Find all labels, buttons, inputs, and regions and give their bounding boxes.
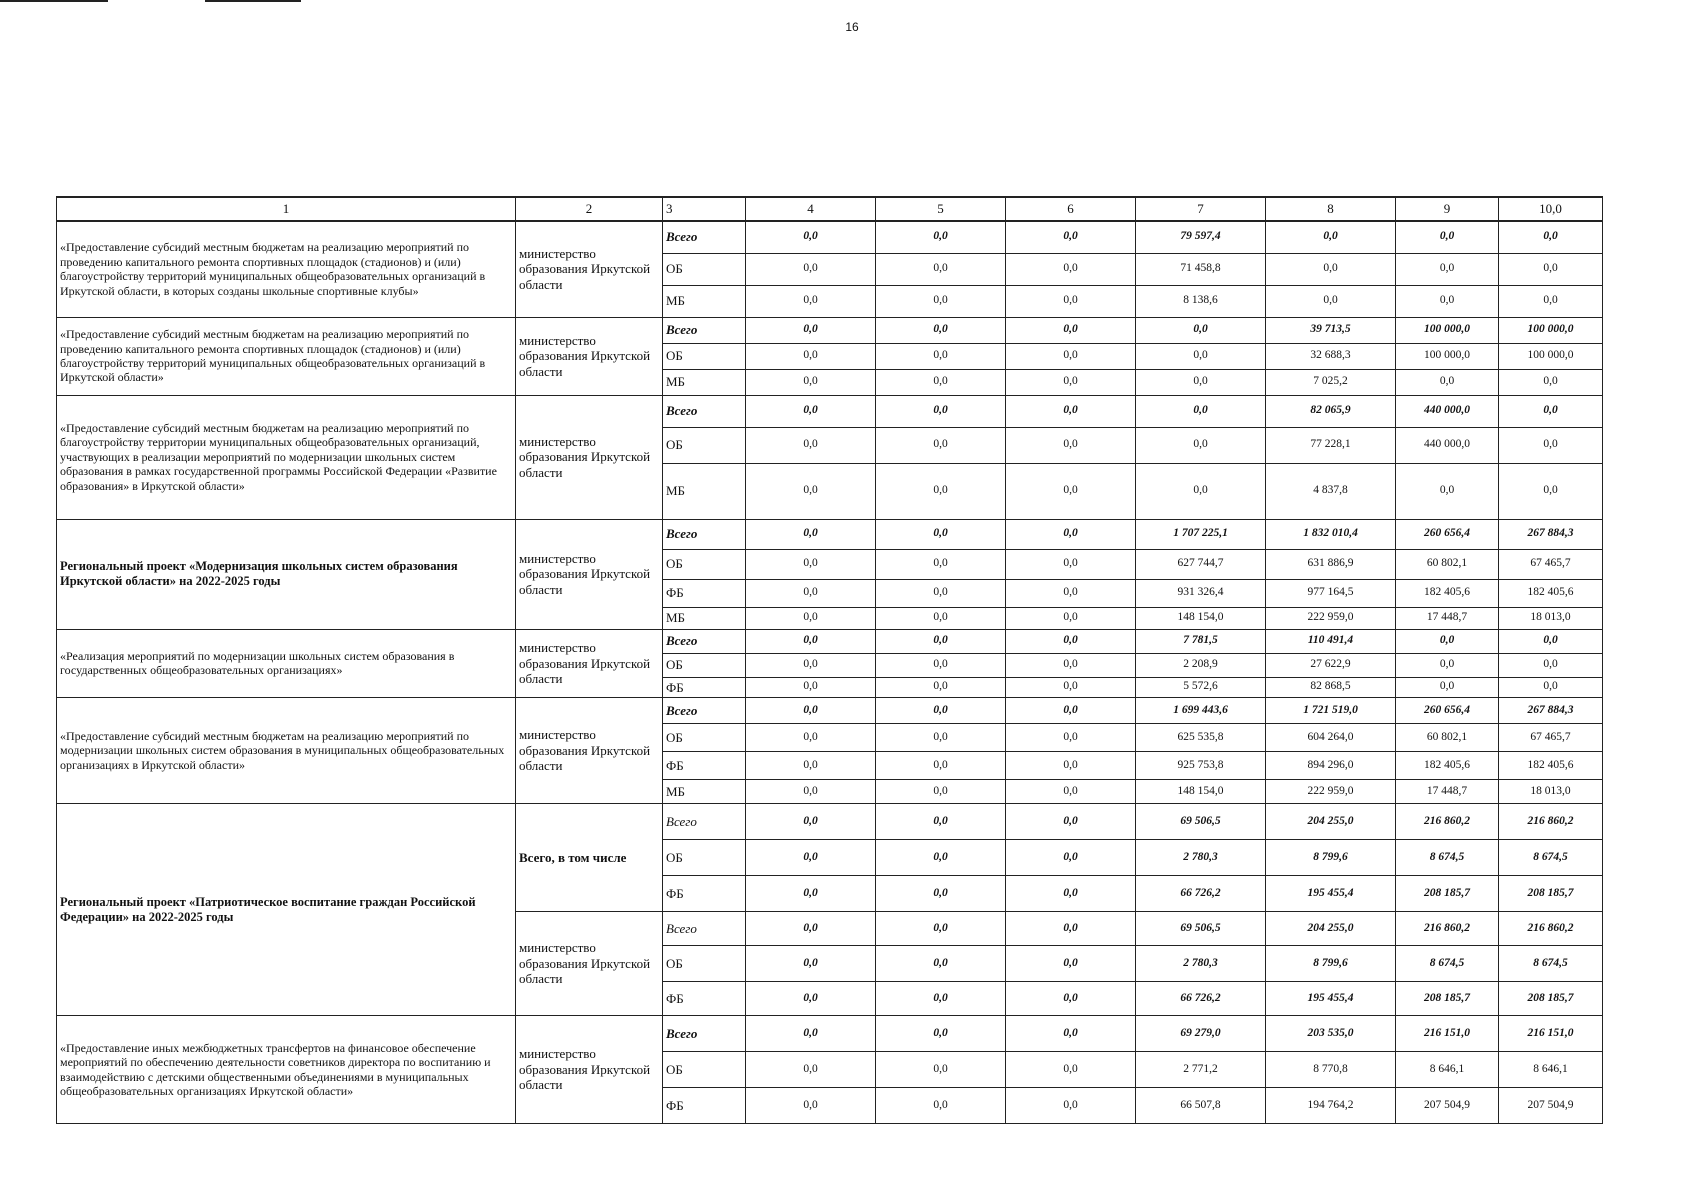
value-cell: 0,0 (1006, 285, 1136, 317)
funding-source: МБ (663, 285, 746, 317)
value-cell: 2 208,9 (1136, 653, 1266, 677)
value-cell: 7 781,5 (1136, 629, 1266, 653)
value-cell: 0,0 (1499, 629, 1603, 653)
value-cell: 0,0 (1006, 629, 1136, 653)
value-cell: 8 674,5 (1396, 946, 1499, 982)
value-cell: 267 884,3 (1499, 519, 1603, 549)
value-cell: 0,0 (1006, 982, 1136, 1016)
col-header: 10,0 (1499, 197, 1603, 221)
value-cell: 0,0 (746, 912, 876, 946)
value-cell: 625 535,8 (1136, 724, 1266, 752)
table-row (57, 221, 1603, 253)
value-cell: 0,0 (1006, 752, 1136, 780)
value-cell: 0,0 (876, 317, 1006, 343)
value-cell: 925 753,8 (1136, 752, 1266, 780)
measure-name: Региональный проект «Патриотическое воспитание граждан Российской Федерации» на 2022-2025 годы (57, 804, 516, 1016)
responsible-executor: министерство образования Иркутской области (516, 395, 663, 519)
value-cell: 182 405,6 (1499, 579, 1603, 607)
value-cell: 0,0 (876, 653, 1006, 677)
value-cell: 0,0 (1006, 1016, 1136, 1052)
value-cell: 182 405,6 (1499, 752, 1603, 780)
value-cell: 894 296,0 (1266, 752, 1396, 780)
value-cell: 0,0 (876, 629, 1006, 653)
value-cell: 208 185,7 (1396, 876, 1499, 912)
value-cell: 0,0 (1006, 253, 1136, 285)
col-header: 6 (1006, 197, 1136, 221)
value-cell: 27 622,9 (1266, 653, 1396, 677)
value-cell: 0,0 (1006, 653, 1136, 677)
table-row (57, 317, 1603, 343)
value-cell: 69 506,5 (1136, 912, 1266, 946)
value-cell: 222 959,0 (1266, 607, 1396, 629)
value-cell: 0,0 (1006, 343, 1136, 369)
value-cell: 0,0 (1006, 677, 1136, 698)
funding-source: Всего (663, 1016, 746, 1052)
table-row (57, 395, 1603, 427)
funding-source: Всего (663, 698, 746, 724)
value-cell: 0,0 (746, 780, 876, 804)
value-cell: 1 721 519,0 (1266, 698, 1396, 724)
value-cell: 2 771,2 (1136, 1052, 1266, 1088)
value-cell: 216 860,2 (1499, 804, 1603, 840)
value-cell: 222 959,0 (1266, 780, 1396, 804)
value-cell: 0,0 (876, 752, 1006, 780)
value-cell: 67 465,7 (1499, 724, 1603, 752)
value-cell: 0,0 (1136, 317, 1266, 343)
value-cell: 0,0 (746, 629, 876, 653)
col-header: 5 (876, 197, 1006, 221)
value-cell: 267 884,3 (1499, 698, 1603, 724)
value-cell: 0,0 (746, 369, 876, 395)
value-cell: 0,0 (876, 427, 1006, 463)
value-cell: 0,0 (746, 804, 876, 840)
funding-source: Всего (663, 629, 746, 653)
funding-source: ФБ (663, 982, 746, 1016)
value-cell: 194 764,2 (1266, 1088, 1396, 1124)
value-cell: 627 744,7 (1136, 549, 1266, 579)
value-cell: 0,0 (1499, 253, 1603, 285)
value-cell: 216 860,2 (1499, 912, 1603, 946)
value-cell: 0,0 (1499, 463, 1603, 519)
value-cell: 8 646,1 (1499, 1052, 1603, 1088)
col-header: 3 (663, 197, 746, 221)
measure-name: «Предоставление субсидий местным бюджетам на реализацию мероприятий по благоустройству территории муниципальных общеобразовательных организаций, участвующих в реализации мероприятий по модернизации школьных систем образования в рамках государственной программы Российской Федерации «Развитие образования» в Иркутской области» (57, 395, 516, 519)
column-header-row (57, 197, 1603, 221)
value-cell: 0,0 (1396, 369, 1499, 395)
value-cell: 0,0 (876, 579, 1006, 607)
funding-source: Всего (663, 519, 746, 549)
value-cell: 0,0 (1266, 285, 1396, 317)
value-cell: 0,0 (1006, 724, 1136, 752)
value-cell: 216 860,2 (1396, 804, 1499, 840)
value-cell: 440 000,0 (1396, 427, 1499, 463)
value-cell: 0,0 (1499, 395, 1603, 427)
value-cell: 0,0 (746, 427, 876, 463)
funding-source: МБ (663, 780, 746, 804)
page-number: 16 (845, 20, 859, 34)
value-cell: 7 025,2 (1266, 369, 1396, 395)
value-cell: 0,0 (876, 253, 1006, 285)
funding-source: Всего (663, 912, 746, 946)
value-cell: 0,0 (746, 253, 876, 285)
funding-source: ОБ (663, 427, 746, 463)
value-cell: 204 255,0 (1266, 912, 1396, 946)
table-row (57, 629, 1603, 653)
value-cell: 216 151,0 (1396, 1016, 1499, 1052)
value-cell: 0,0 (1006, 427, 1136, 463)
value-cell: 604 264,0 (1266, 724, 1396, 752)
value-cell: 2 780,3 (1136, 946, 1266, 982)
value-cell: 0,0 (1136, 395, 1266, 427)
responsible-executor: министерство образования Иркутской области (516, 629, 663, 698)
value-cell: 0,0 (876, 607, 1006, 629)
value-cell: 0,0 (1499, 427, 1603, 463)
owner-total: Всего, в том числе (516, 804, 663, 912)
value-cell: 0,0 (876, 519, 1006, 549)
value-cell: 71 458,8 (1136, 253, 1266, 285)
value-cell: 0,0 (876, 1088, 1006, 1124)
funding-source: МБ (663, 463, 746, 519)
value-cell: 0,0 (1396, 463, 1499, 519)
value-cell: 0,0 (876, 285, 1006, 317)
top-left-rule-2 (205, 0, 301, 2)
value-cell: 39 713,5 (1266, 317, 1396, 343)
value-cell: 208 185,7 (1499, 982, 1603, 1016)
funding-source: ОБ (663, 343, 746, 369)
value-cell: 0,0 (876, 549, 1006, 579)
value-cell: 69 279,0 (1136, 1016, 1266, 1052)
value-cell: 0,0 (746, 677, 876, 698)
value-cell: 216 860,2 (1396, 912, 1499, 946)
value-cell: 0,0 (746, 724, 876, 752)
value-cell: 2 780,3 (1136, 840, 1266, 876)
value-cell: 0,0 (746, 463, 876, 519)
value-cell: 931 326,4 (1136, 579, 1266, 607)
value-cell: 77 228,1 (1266, 427, 1396, 463)
value-cell: 18 013,0 (1499, 607, 1603, 629)
value-cell: 0,0 (746, 1088, 876, 1124)
funding-source: ФБ (663, 876, 746, 912)
funding-source: МБ (663, 607, 746, 629)
table-row (57, 519, 1603, 549)
funding-source: ОБ (663, 840, 746, 876)
funding-source: Всего (663, 804, 746, 840)
value-cell: 207 504,9 (1396, 1088, 1499, 1124)
value-cell: 0,0 (876, 804, 1006, 840)
value-cell: 8 770,8 (1266, 1052, 1396, 1088)
value-cell: 0,0 (876, 982, 1006, 1016)
value-cell: 0,0 (746, 1016, 876, 1052)
value-cell: 100 000,0 (1499, 317, 1603, 343)
value-cell: 8 674,5 (1396, 840, 1499, 876)
value-cell: 204 255,0 (1266, 804, 1396, 840)
value-cell: 0,0 (746, 549, 876, 579)
value-cell: 67 465,7 (1499, 549, 1603, 579)
value-cell: 0,0 (1396, 253, 1499, 285)
value-cell: 66 726,2 (1136, 982, 1266, 1016)
funding-source: Всего (663, 317, 746, 343)
col-header: 8 (1266, 197, 1396, 221)
col-header: 4 (746, 197, 876, 221)
col-header: 7 (1136, 197, 1266, 221)
value-cell: 0,0 (1396, 221, 1499, 253)
value-cell: 0,0 (1136, 369, 1266, 395)
funding-source: ОБ (663, 549, 746, 579)
value-cell: 32 688,3 (1266, 343, 1396, 369)
value-cell: 0,0 (746, 395, 876, 427)
value-cell: 0,0 (1006, 579, 1136, 607)
value-cell: 260 656,4 (1396, 698, 1499, 724)
measure-name: Региональный проект «Модернизация школьных систем образования Иркутской области» на 2022-2025 годы (57, 519, 516, 629)
value-cell: 0,0 (1006, 1088, 1136, 1124)
value-cell: 0,0 (876, 840, 1006, 876)
value-cell: 79 597,4 (1136, 221, 1266, 253)
measure-name: «Предоставление субсидий местным бюджетам на реализацию мероприятий по модернизации школьных систем образования в муниципальных общеобразовательных организациях в Иркутской области» (57, 698, 516, 804)
value-cell: 208 185,7 (1499, 876, 1603, 912)
value-cell: 0,0 (1396, 629, 1499, 653)
value-cell: 0,0 (876, 1016, 1006, 1052)
value-cell: 0,0 (876, 876, 1006, 912)
value-cell: 0,0 (746, 653, 876, 677)
value-cell: 631 886,9 (1266, 549, 1396, 579)
value-cell: 18 013,0 (1499, 780, 1603, 804)
value-cell: 0,0 (1136, 463, 1266, 519)
value-cell: 207 504,9 (1499, 1088, 1603, 1124)
value-cell: 0,0 (876, 698, 1006, 724)
value-cell: 0,0 (1006, 463, 1136, 519)
value-cell: 0,0 (1006, 1052, 1136, 1088)
value-cell: 0,0 (1499, 677, 1603, 698)
value-cell: 60 802,1 (1396, 549, 1499, 579)
value-cell: 0,0 (876, 780, 1006, 804)
funding-source: ФБ (663, 677, 746, 698)
value-cell: 0,0 (1136, 343, 1266, 369)
value-cell: 0,0 (746, 285, 876, 317)
value-cell: 0,0 (1396, 653, 1499, 677)
value-cell: 0,0 (746, 221, 876, 253)
value-cell: 0,0 (746, 607, 876, 629)
value-cell: 440 000,0 (1396, 395, 1499, 427)
value-cell: 0,0 (1499, 285, 1603, 317)
value-cell: 0,0 (1006, 607, 1136, 629)
value-cell: 17 448,7 (1396, 607, 1499, 629)
value-cell: 4 837,8 (1266, 463, 1396, 519)
value-cell: 0,0 (1396, 285, 1499, 317)
responsible-executor: министерство образования Иркутской области (516, 912, 663, 1016)
value-cell: 0,0 (876, 221, 1006, 253)
value-cell: 0,0 (1136, 427, 1266, 463)
value-cell: 195 455,4 (1266, 876, 1396, 912)
value-cell: 0,0 (876, 1052, 1006, 1088)
value-cell: 0,0 (746, 343, 876, 369)
value-cell: 0,0 (746, 519, 876, 549)
funding-source: ОБ (663, 724, 746, 752)
value-cell: 0,0 (1006, 912, 1136, 946)
measure-name: «Предоставление субсидий местным бюджетам на реализацию мероприятий по проведению капитального ремонта спортивных площадок (стадионов) и (или) благоустройству территорий муниципальных общеобразовательных организаций в Иркутской области» (57, 317, 516, 395)
value-cell: 0,0 (746, 946, 876, 982)
measure-name: «Реализация мероприятий по модернизации школьных систем образования в государственных общеобразовательных организациях» (57, 629, 516, 698)
value-cell: 1 832 010,4 (1266, 519, 1396, 549)
measure-name: «Предоставление субсидий местным бюджетам на реализацию мероприятий по проведению капитального ремонта спортивных площадок (стадионов) и (или) благоустройству территорий муниципальных общеобразовательных организаций в Иркутской области, в которых созданы школьные спортивные клубы» (57, 221, 516, 317)
value-cell: 82 065,9 (1266, 395, 1396, 427)
value-cell: 0,0 (1006, 840, 1136, 876)
value-cell: 0,0 (746, 840, 876, 876)
funding-source: ФБ (663, 752, 746, 780)
value-cell: 0,0 (876, 724, 1006, 752)
value-cell: 0,0 (746, 1052, 876, 1088)
value-cell: 1 699 443,6 (1136, 698, 1266, 724)
responsible-executor: министерство образования Иркутской области (516, 221, 663, 317)
funding-source: ОБ (663, 946, 746, 982)
funding-source: ОБ (663, 1052, 746, 1088)
value-cell: 0,0 (876, 677, 1006, 698)
value-cell: 182 405,6 (1396, 579, 1499, 607)
value-cell: 66 726,2 (1136, 876, 1266, 912)
top-left-rule (0, 0, 108, 2)
value-cell: 0,0 (876, 395, 1006, 427)
value-cell: 0,0 (1006, 804, 1136, 840)
value-cell: 148 154,0 (1136, 607, 1266, 629)
value-cell: 1 707 225,1 (1136, 519, 1266, 549)
col-header: 2 (516, 197, 663, 221)
budget-table (56, 196, 1603, 1124)
value-cell: 0,0 (1006, 317, 1136, 343)
value-cell: 100 000,0 (1396, 343, 1499, 369)
value-cell: 100 000,0 (1499, 343, 1603, 369)
value-cell: 110 491,4 (1266, 629, 1396, 653)
value-cell: 8 674,5 (1499, 840, 1603, 876)
value-cell: 5 572,6 (1136, 677, 1266, 698)
value-cell: 260 656,4 (1396, 519, 1499, 549)
responsible-executor: министерство образования Иркутской области (516, 317, 663, 395)
funding-source: МБ (663, 369, 746, 395)
value-cell: 0,0 (746, 982, 876, 1016)
value-cell: 0,0 (876, 912, 1006, 946)
value-cell: 0,0 (1396, 677, 1499, 698)
value-cell: 17 448,7 (1396, 780, 1499, 804)
table-row (57, 804, 1603, 840)
value-cell: 0,0 (746, 752, 876, 780)
value-cell: 100 000,0 (1396, 317, 1499, 343)
value-cell: 0,0 (1006, 780, 1136, 804)
funding-source: Всего (663, 395, 746, 427)
value-cell: 0,0 (1499, 653, 1603, 677)
value-cell: 203 535,0 (1266, 1016, 1396, 1052)
value-cell: 0,0 (1006, 946, 1136, 982)
value-cell: 82 868,5 (1266, 677, 1396, 698)
value-cell: 8 138,6 (1136, 285, 1266, 317)
value-cell: 182 405,6 (1396, 752, 1499, 780)
funding-source: ОБ (663, 253, 746, 285)
value-cell: 0,0 (1266, 253, 1396, 285)
funding-source: ФБ (663, 1088, 746, 1124)
measure-name: «Предоставление иных межбюджетных трансфертов на финансовое обеспечение мероприятий по обеспечению деятельности советников директора по воспитанию и взаимодействию с детскими общественными объединениями в муниципальных общеобразовательных организациях Иркутской области» (57, 1016, 516, 1124)
value-cell: 66 507,8 (1136, 1088, 1266, 1124)
value-cell: 0,0 (1006, 698, 1136, 724)
value-cell: 0,0 (1266, 221, 1396, 253)
value-cell: 8 674,5 (1499, 946, 1603, 982)
funding-source: ФБ (663, 579, 746, 607)
value-cell: 60 802,1 (1396, 724, 1499, 752)
responsible-executor: министерство образования Иркутской области (516, 519, 663, 629)
table-row (57, 698, 1603, 724)
value-cell: 0,0 (746, 876, 876, 912)
value-cell: 0,0 (876, 463, 1006, 519)
value-cell: 216 151,0 (1499, 1016, 1603, 1052)
funding-source: ОБ (663, 653, 746, 677)
value-cell: 8 799,6 (1266, 946, 1396, 982)
value-cell: 0,0 (746, 579, 876, 607)
responsible-executor: министерство образования Иркутской области (516, 1016, 663, 1124)
col-header: 9 (1396, 197, 1499, 221)
value-cell: 0,0 (1006, 549, 1136, 579)
value-cell: 69 506,5 (1136, 804, 1266, 840)
value-cell: 0,0 (876, 369, 1006, 395)
value-cell: 0,0 (1006, 876, 1136, 912)
value-cell: 8 646,1 (1396, 1052, 1499, 1088)
value-cell: 0,0 (876, 343, 1006, 369)
value-cell: 0,0 (1006, 395, 1136, 427)
value-cell: 195 455,4 (1266, 982, 1396, 1016)
col-header: 1 (57, 197, 516, 221)
value-cell: 0,0 (1499, 369, 1603, 395)
responsible-executor: министерство образования Иркутской области (516, 698, 663, 804)
value-cell: 0,0 (746, 317, 876, 343)
value-cell: 0,0 (746, 698, 876, 724)
value-cell: 8 799,6 (1266, 840, 1396, 876)
value-cell: 0,0 (876, 946, 1006, 982)
value-cell: 0,0 (1006, 369, 1136, 395)
table-row (57, 1016, 1603, 1052)
value-cell: 148 154,0 (1136, 780, 1266, 804)
value-cell: 208 185,7 (1396, 982, 1499, 1016)
value-cell: 0,0 (1006, 519, 1136, 549)
value-cell: 0,0 (1499, 221, 1603, 253)
value-cell: 977 164,5 (1266, 579, 1396, 607)
funding-source: Всего (663, 221, 746, 253)
value-cell: 0,0 (1006, 221, 1136, 253)
